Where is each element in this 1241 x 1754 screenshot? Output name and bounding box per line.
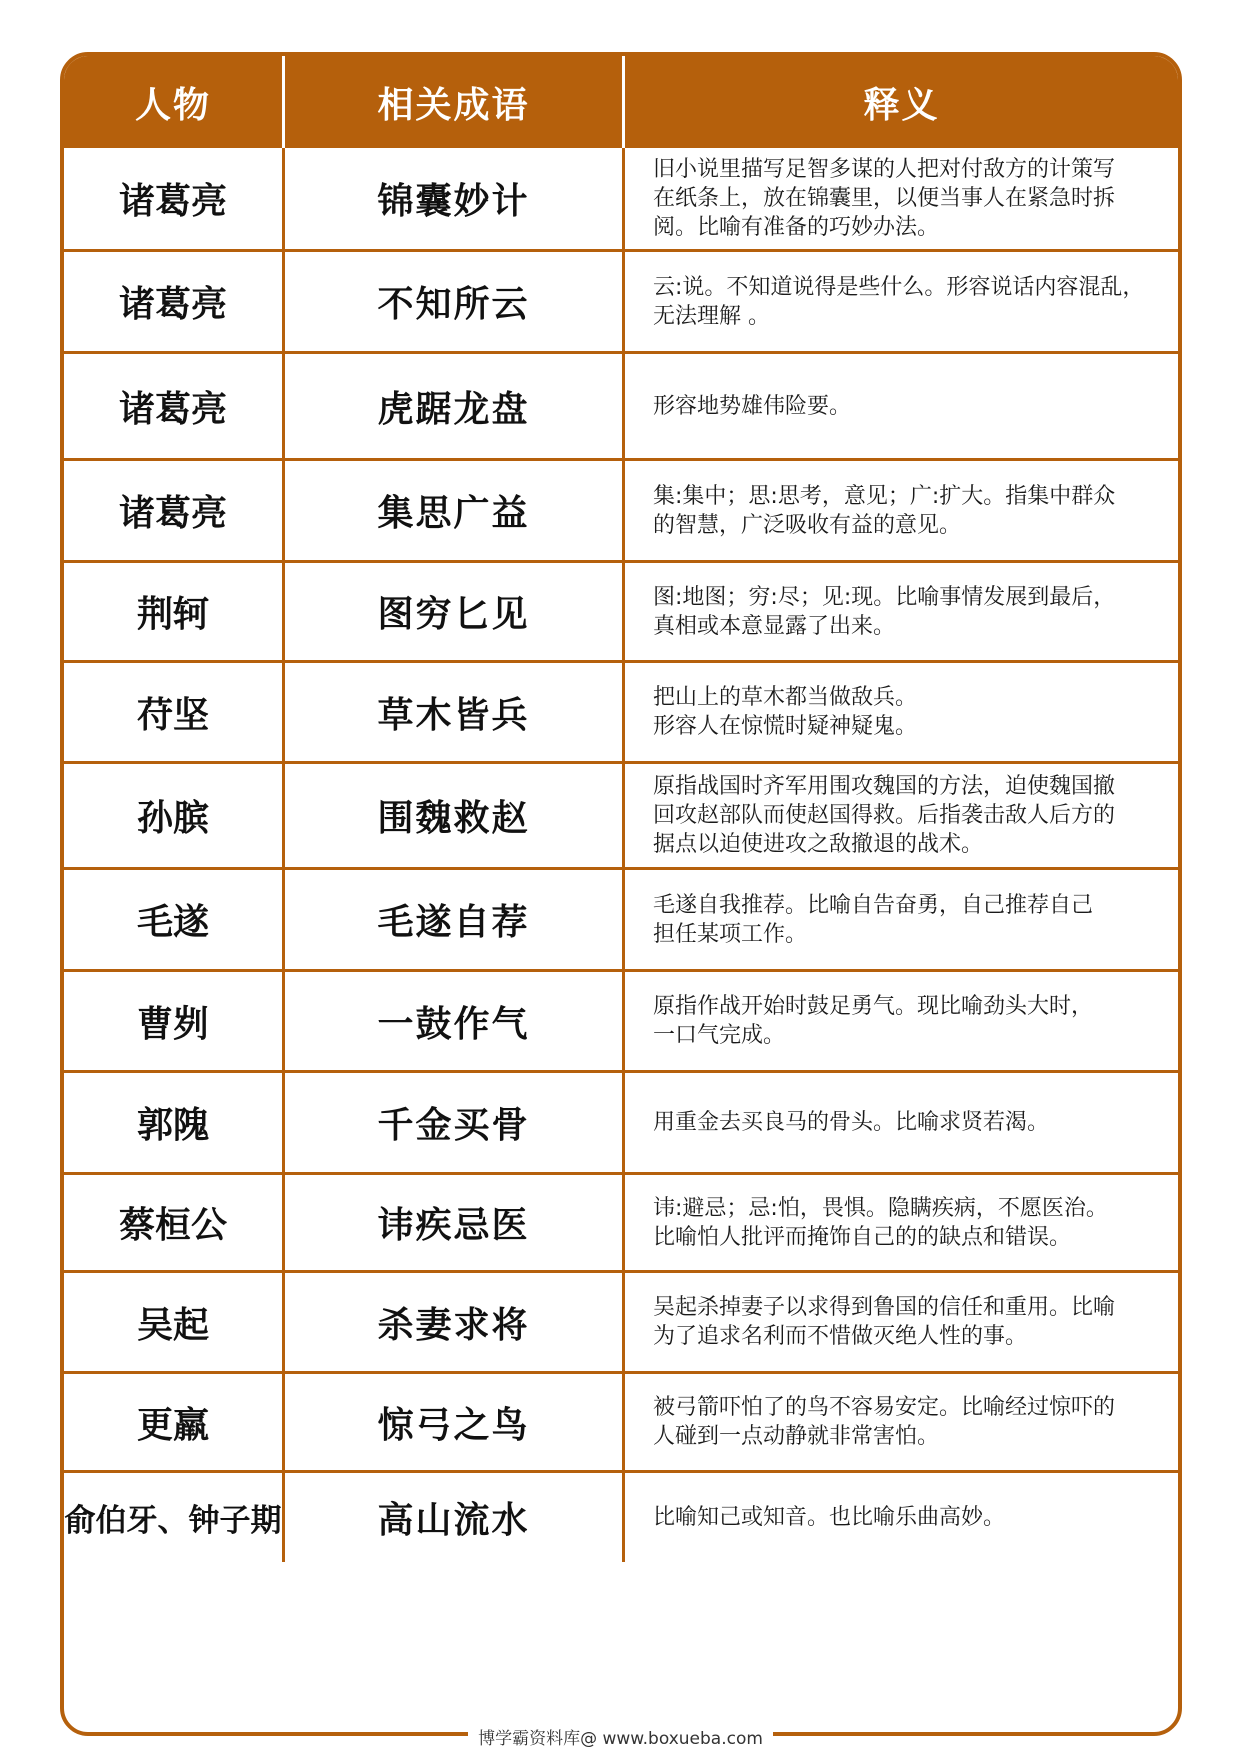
table-row [64,660,1178,761]
table-row [64,1270,1178,1371]
idiom-cell: 杀妻求将 [285,1273,625,1371]
definition-cell: 原指作战开始时鼓足勇气。现比喻劲头大时， 一口气完成。 [653,994,1094,1048]
header-person: 人物 [64,56,285,148]
table-row [64,1470,1178,1562]
person-cell: 郭隗 [64,1073,285,1172]
header-definition: 释义 [863,84,940,126]
person-cell: 诸葛亮 [64,354,285,458]
table-row [64,560,1178,660]
idiom-cell: 毛遂自荐 [285,870,625,969]
definition-cell: 原指战国时齐军用围攻魏国的方法，迫使魏国撤 回攻赵部队而使赵国得救。后指袭击敌人后方的 据点以迫使进攻之敌撤退的战术。 [653,774,1116,857]
definition-cell: 集:集中；思:思考，意见；广:扩大。指集中群众 的智慧，广泛吸收有益的意见。 [653,483,1116,538]
table-row [64,1070,1178,1172]
idiom-cell: 不知所云 [285,252,625,351]
idiom-cell: 讳疾忌医 [285,1175,625,1270]
definition-cell: 讳:避忌；忌:怕，畏惧。隐瞒疾病，不愿医治。 比喻怕人批评而掩饰自己的的缺点和错误。 [653,1195,1108,1250]
definition-cell: 旧小说里描写足智多谋的人把对付敌方的计策写 在纸条上，放在锦囊里，以便当事人在紧急时拆 阅。比喻有准备的巧妙办法。 [653,157,1116,240]
table-row [64,1172,1178,1270]
table-row [64,761,1178,867]
idiom-cell: 高山流水 [285,1473,625,1562]
person-cell: 诸葛亮 [64,252,285,351]
person-cell: 苻坚 [64,663,285,761]
person-cell: 俞伯牙、钟子期 [64,1473,285,1562]
idiom-cell: 图穷匕见 [285,563,625,660]
table-row [64,1371,1178,1470]
idiom-cell: 集思广益 [285,461,625,560]
definition-cell: 云:说。不知道说得是些什么。形容说话内容混乱， 无法理解 。 [653,274,1145,329]
idiom-cell: 惊弓之鸟 [285,1374,625,1470]
definition-cell: 毛遂自我推荐。比喻自告奋勇，自己推荐自己 担任某项工作。 [653,892,1094,947]
idiom-cell: 草木皆兵 [285,663,625,761]
definition-cell: 被弓箭吓怕了的鸟不容易安定。比喻经过惊吓的 人碰到一点动静就非常害怕。 [653,1395,1116,1449]
table-row [64,458,1178,560]
person-cell: 吴起 [64,1273,285,1371]
table-header [64,56,1178,148]
idiom-cell: 锦囊妙计 [285,148,625,249]
definition-cell: 把山上的草木都当做敌兵。 形容人在惊慌时疑神疑鬼。 [653,685,918,739]
definition-cell: 图:地图；穷:尽；见:现。比喻事情发展到最后， 真相或本意显露了出来。 [653,584,1116,639]
footer-watermark [0,1724,1241,1754]
table-row [64,148,1178,249]
definition-cell: 吴起杀掉妻子以求得到鲁国的信任和重用。比喻 为了追求名利而不惜做灭绝人性的事。 [653,1295,1116,1349]
idiom-cell: 一鼓作气 [285,972,625,1070]
person-cell: 蔡桓公 [64,1175,285,1270]
idiom-cell: 千金买骨 [285,1073,625,1172]
definition-cell: 用重金去买良马的骨头。比喻求贤若渴。 [653,1110,1050,1135]
definition-cell: 比喻知己或知音。也比喻乐曲高妙。 [653,1505,1006,1530]
table-row [64,867,1178,969]
person-cell: 孙膑 [64,764,285,867]
table-row [64,969,1178,1070]
person-cell: 毛遂 [64,870,285,969]
person-cell: 荆轲 [64,563,285,660]
footer-text: 博学霸资料库@ www.boxueba.com [468,1729,773,1749]
person-cell: 曹刿 [64,972,285,1070]
idiom-table [60,52,1182,1736]
person-cell: 诸葛亮 [64,148,285,249]
idiom-cell: 围魏救赵 [285,764,625,867]
header-idiom: 相关成语 [285,56,625,148]
table-row [64,351,1178,458]
person-cell: 诸葛亮 [64,461,285,560]
idiom-cell: 虎踞龙盘 [285,354,625,458]
person-cell: 更羸 [64,1374,285,1470]
table-body [64,148,1178,1562]
definition-cell: 形容地势雄伟险要。 [653,393,852,419]
table-row [64,249,1178,351]
